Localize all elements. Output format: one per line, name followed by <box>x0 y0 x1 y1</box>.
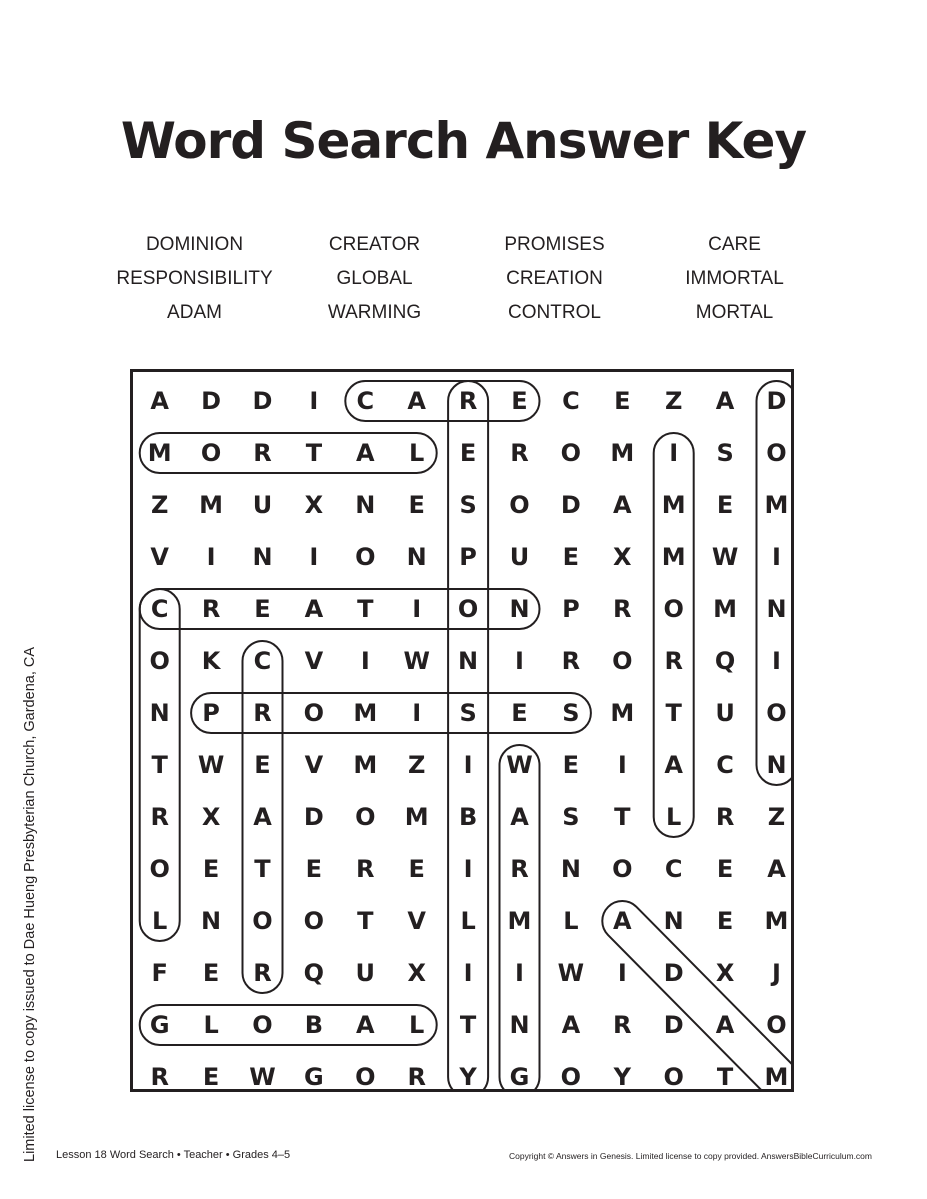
grid-letter: G <box>509 1063 530 1091</box>
grid-letter: I <box>463 959 473 987</box>
grid-letter: R <box>561 647 581 675</box>
grid-letter: M <box>764 907 789 935</box>
grid-letter: V <box>304 647 324 675</box>
grid-letter: O <box>560 1063 582 1091</box>
grid-letter: E <box>202 1063 220 1091</box>
grid-letter: U <box>252 491 273 519</box>
grid-letter: N <box>560 855 581 883</box>
grid-letter: E <box>511 699 528 727</box>
grid-letter: Q <box>714 647 736 675</box>
grid-letter: N <box>458 647 479 675</box>
grid-letter: E <box>202 959 220 987</box>
grid-letter: N <box>663 907 684 935</box>
grid-letter: X <box>715 959 735 987</box>
grid-letter: L <box>563 907 579 935</box>
grid-letter: A <box>253 803 272 831</box>
grid-letter: R <box>201 595 221 623</box>
grid-letter: A <box>561 1011 581 1039</box>
grid-letter: N <box>201 907 222 935</box>
grid-letter: D <box>560 491 581 519</box>
word-list <box>102 234 842 336</box>
word-list-item: MORTAL <box>695 302 774 323</box>
word-list-item: PROMISES <box>504 234 605 255</box>
grid-letter: U <box>355 959 376 987</box>
grid-letter: W <box>711 543 739 571</box>
grid-letter: I <box>772 647 781 675</box>
grid-letter: N <box>252 543 273 571</box>
grid-letter: M <box>147 439 172 467</box>
grid-letter: M <box>353 699 378 727</box>
grid-letter: A <box>356 439 375 467</box>
grid-letter: V <box>150 543 169 571</box>
grid-letter: U <box>715 699 735 727</box>
grid-letter: E <box>254 595 271 623</box>
word-list-item: CARE <box>708 234 761 255</box>
grid-letter: Z <box>664 387 683 415</box>
grid-letter: N <box>766 595 787 623</box>
word-list-item: GLOBAL <box>336 268 413 289</box>
grid-letter: Y <box>613 1063 631 1091</box>
grid-letter: T <box>151 751 168 779</box>
grid-letter: E <box>408 855 425 883</box>
grid-letter: O <box>355 1063 376 1091</box>
grid-letter: I <box>669 439 679 467</box>
grid-letter: T <box>357 907 374 935</box>
grid-letter: N <box>509 595 530 623</box>
word-list-item: ADAM <box>167 302 222 323</box>
grid-letter: F <box>151 959 168 987</box>
grid-letter: A <box>356 1011 375 1039</box>
grid-letter: R <box>407 1063 426 1091</box>
grid-letter: S <box>459 491 477 519</box>
grid-letter: G <box>149 1011 170 1039</box>
word-list-item: WARMING <box>327 302 422 323</box>
grid-letter: T <box>254 855 271 883</box>
grid-letter: Z <box>150 491 169 519</box>
grid-letter: R <box>613 595 632 623</box>
grid-letter: M <box>661 543 686 571</box>
grid-letter: O <box>766 1011 787 1039</box>
grid-letter: O <box>663 595 684 623</box>
grid-letter: T <box>614 803 631 831</box>
grid-letter: I <box>360 647 370 675</box>
grid-letter: E <box>305 855 323 883</box>
grid-letter: D <box>201 387 222 415</box>
grid-letter: R <box>356 855 375 883</box>
grid-letter: R <box>458 387 478 415</box>
grid-letter: R <box>253 439 272 467</box>
grid-letter: I <box>463 751 473 779</box>
grid-letter: C <box>664 855 683 883</box>
grid-letter: T <box>459 1011 477 1039</box>
grid-letter: D <box>252 387 273 415</box>
grid-letter: E <box>459 439 477 467</box>
grid-letter: U <box>509 543 530 571</box>
grid-letter: T <box>357 595 374 623</box>
grid-letter: N <box>766 751 787 779</box>
grid-letter: M <box>764 491 789 519</box>
grid-letter: I <box>463 855 473 883</box>
grid-letter: E <box>716 855 734 883</box>
grid-letter: W <box>403 647 430 675</box>
grid-letter: O <box>252 1011 273 1039</box>
grid-letter: T <box>665 699 682 727</box>
grid-letter: V <box>304 751 324 779</box>
grid-letter: X <box>407 959 426 987</box>
grid-letter: T <box>716 1063 734 1091</box>
grid-letter: J <box>772 959 781 987</box>
grid-letter: X <box>304 491 324 519</box>
grid-letter: O <box>200 439 222 467</box>
grid-letter: K <box>201 647 221 675</box>
grid-letter: P <box>202 699 220 727</box>
grid-letter: N <box>149 699 170 727</box>
grid-letter: I <box>515 647 524 675</box>
grid-letter: X <box>613 543 632 571</box>
grid-letter: A <box>715 387 735 415</box>
grid-letter: A <box>613 491 632 519</box>
grid-letter: Q <box>303 959 325 987</box>
grid-letter: I <box>309 387 319 415</box>
grid-letter: S <box>562 803 580 831</box>
grid-letter: W <box>249 1063 276 1091</box>
grid-letter: M <box>353 751 378 779</box>
grid-letter: O <box>663 1063 684 1091</box>
grid-letter: O <box>560 439 582 467</box>
grid-letter: I <box>772 543 781 571</box>
grid-letter: C <box>356 387 375 415</box>
grid-letter: V <box>407 907 426 935</box>
grid-letter: O <box>252 907 273 935</box>
word-list-item: CREATION <box>506 268 603 289</box>
grid-letter: B <box>458 803 478 831</box>
grid-letter: D <box>663 1011 684 1039</box>
grid-letter: A <box>664 751 683 779</box>
grid-letter: R <box>253 699 272 727</box>
grid-letter: O <box>303 699 325 727</box>
grid-letter: C <box>716 751 734 779</box>
grid-letter: X <box>201 803 221 831</box>
grid-letter: E <box>562 543 580 571</box>
grid-letter: E <box>614 387 631 415</box>
grid-letter: L <box>666 803 682 831</box>
grid-letter: O <box>355 543 376 571</box>
grid-letter: R <box>613 1011 632 1039</box>
grid-letter: D <box>766 387 787 415</box>
grid-letter: A <box>715 1011 735 1039</box>
grid-letter: I <box>617 751 627 779</box>
grid-letter: R <box>510 439 529 467</box>
grid-letter: E <box>408 491 425 519</box>
grid-letter: T <box>305 439 323 467</box>
word-list-item: CONTROL <box>508 302 601 323</box>
grid-letter: N <box>355 491 376 519</box>
grid-letter: L <box>203 1011 219 1039</box>
grid-letter: O <box>766 699 787 727</box>
grid-letter: E <box>716 907 734 935</box>
grid-letter: L <box>409 1011 425 1039</box>
grid-letter: I <box>617 959 627 987</box>
page-title: Word Search Answer Key <box>120 112 807 170</box>
grid-letter: Y <box>459 1063 477 1091</box>
grid-letter: E <box>562 751 580 779</box>
grid-letter: R <box>150 1063 169 1091</box>
grid-letter: E <box>511 387 528 415</box>
grid-letter: O <box>149 855 170 883</box>
grid-letter: R <box>150 803 169 831</box>
grid-letter: R <box>715 803 735 831</box>
grid-letter: S <box>716 439 734 467</box>
word-list-item: CREATOR <box>328 234 421 255</box>
grid-letter: R <box>253 959 272 987</box>
grid-letter: O <box>509 491 530 519</box>
grid-letter: M <box>713 595 738 623</box>
word-list-item: DOMINION <box>145 234 244 255</box>
grid-letter: A <box>150 387 169 415</box>
grid-letter: O <box>457 595 479 623</box>
grid-letter: O <box>303 907 325 935</box>
footer-copyright: Copyright © Answers in Genesis. Limited license to copy provided. AnswersBibleCurriculum.com <box>509 1151 872 1161</box>
grid-letter: A <box>613 907 632 935</box>
grid-letter: O <box>355 803 376 831</box>
grid-letter: I <box>515 959 524 987</box>
grid-letter: G <box>304 1063 324 1091</box>
word-list-item: IMMORTAL <box>685 268 784 289</box>
grid-letter: L <box>460 907 476 935</box>
grid-letter: A <box>304 595 324 623</box>
grid-letter: E <box>254 751 271 779</box>
grid-letter: P <box>562 595 580 623</box>
grid-letter: C <box>253 647 272 675</box>
grid-letter: M <box>610 699 635 727</box>
grid-letter: M <box>661 491 686 519</box>
grid-letter: I <box>412 595 422 623</box>
grid-letter: R <box>664 647 683 675</box>
grid-letter: I <box>412 699 422 727</box>
letter-grid <box>133 372 791 1089</box>
footer-lesson-info: Lesson 18 Word Search • Teacher • Grades 4–5 <box>56 1149 291 1161</box>
grid-letter: R <box>510 855 529 883</box>
grid-letter: W <box>506 751 533 779</box>
grid-letter: W <box>557 959 585 987</box>
license-notice: Limited license to copy issued to Dae Hueng Presbyterian Church, Gardena, CA <box>22 646 38 1162</box>
grid-letter: S <box>562 699 580 727</box>
grid-letter: L <box>409 439 425 467</box>
grid-letter: I <box>206 543 216 571</box>
word-search-grid <box>130 369 794 1092</box>
word-list-item: RESPONSIBILITY <box>116 268 273 289</box>
grid-letter: Z <box>767 803 786 831</box>
grid-letter: O <box>612 647 633 675</box>
grid-letter: P <box>459 543 477 571</box>
grid-letter: M <box>507 907 532 935</box>
grid-letter: O <box>766 439 787 467</box>
grid-letter: C <box>562 387 580 415</box>
grid-letter: D <box>663 959 684 987</box>
grid-letter: Z <box>407 751 426 779</box>
grid-letter: A <box>767 855 786 883</box>
grid-letter: M <box>404 803 429 831</box>
grid-letter: E <box>202 855 220 883</box>
grid-letter: A <box>510 803 529 831</box>
grid-letter: W <box>197 751 225 779</box>
grid-letter: N <box>406 543 427 571</box>
grid-letter: N <box>509 1011 530 1039</box>
grid-letter: D <box>303 803 324 831</box>
grid-letter: M <box>764 1063 789 1091</box>
grid-letter: A <box>407 387 426 415</box>
grid-letter: L <box>152 907 168 935</box>
grid-letter: M <box>199 491 224 519</box>
grid-letter: O <box>149 647 170 675</box>
grid-letter: C <box>150 595 169 623</box>
grid-letter: O <box>612 855 633 883</box>
grid-letter: B <box>304 1011 324 1039</box>
grid-letter: E <box>716 491 734 519</box>
grid-letter: S <box>459 699 477 727</box>
grid-letter: M <box>610 439 635 467</box>
grid-letter: I <box>309 543 319 571</box>
